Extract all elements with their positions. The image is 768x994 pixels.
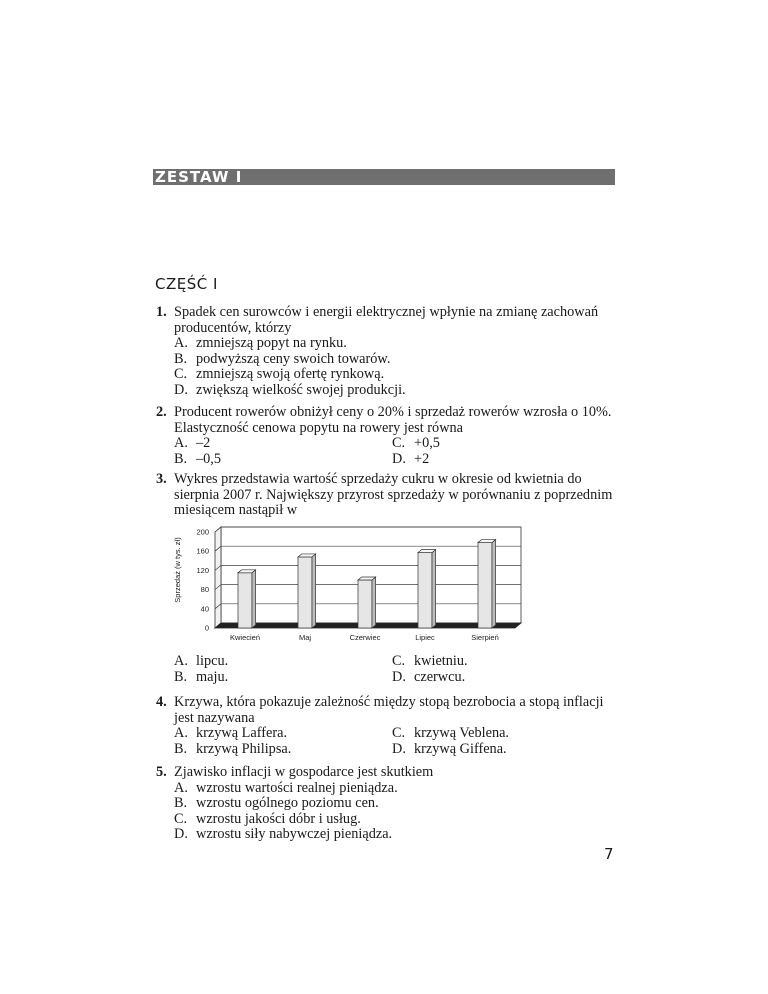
option-letter: D. — [174, 826, 188, 843]
option-text: kwietniu. — [414, 653, 468, 669]
bar-front — [478, 543, 492, 628]
question-number: 5. — [156, 764, 167, 780]
answer-option-b[interactable] — [156, 796, 616, 812]
section-banner: ZESTAW I — [153, 169, 615, 185]
option-text: –0,5 — [196, 450, 222, 467]
bar-top — [298, 554, 316, 557]
option-text: –2 — [196, 435, 211, 452]
y-axis-label: Sprzedaż (w tys. zł) — [173, 537, 182, 603]
y-tick-label: 80 — [200, 585, 209, 595]
bar-maj — [298, 554, 316, 628]
answer-option-a[interactable] — [156, 336, 616, 352]
option-letter: D. — [392, 668, 406, 685]
option-letter: B. — [174, 740, 188, 757]
question-3-options — [156, 654, 616, 685]
question-2 — [156, 405, 616, 467]
x-tick-label: Maj — [298, 633, 312, 642]
answer-option-a[interactable] — [174, 436, 210, 452]
bar-side — [432, 550, 436, 628]
bar-side — [372, 577, 376, 628]
y-tick-label: 200 — [196, 527, 209, 537]
option-letter: A. — [174, 653, 188, 669]
question-stem: Producent rowerów obniżył ceny o 20% i sprzedaż rowerów wzrosła o 10%. Elastyczność cenowa popytu na rowery jest równa — [174, 404, 612, 436]
question-stem: Wykres przedstawia wartość sprzedaży cukru w okresie od kwietnia do sierpnia 2007 r. Największy przyrost sprzedaży w porównaniu z poprzednim miesiącem nastąpił w — [174, 471, 613, 519]
option-letter: B. — [174, 350, 188, 367]
question-1 — [156, 305, 616, 399]
y-tick-label: 160 — [196, 546, 209, 556]
option-letter: A. — [174, 725, 188, 742]
option-text: czerwcu. — [414, 668, 466, 685]
option-letter: C. — [174, 810, 188, 827]
option-text: zmniejszą swoją ofertę rynkową. — [196, 366, 385, 383]
question-4 — [156, 695, 616, 757]
option-text: +2 — [414, 450, 430, 467]
answer-option-c[interactable] — [392, 726, 509, 742]
option-letter: B. — [174, 450, 188, 467]
option-text: lipcu. — [196, 653, 229, 669]
question-5 — [156, 765, 616, 843]
answer-option-c[interactable] — [156, 812, 616, 828]
option-letter: A. — [174, 435, 188, 452]
x-tick-label: Czerwiec — [349, 633, 381, 642]
bar-top — [358, 577, 376, 580]
question-number: 1. — [156, 304, 167, 320]
page-number: 7 — [604, 845, 614, 863]
option-text: krzywą Laffera. — [196, 725, 288, 742]
bar-kwiecień — [238, 570, 256, 628]
question-number: 4. — [156, 694, 167, 710]
option-text: krzywą Philipsa. — [196, 740, 292, 757]
x-tick-label: Kwiecień — [229, 633, 261, 642]
question-number: 2. — [156, 404, 167, 420]
answer-option-a[interactable] — [174, 654, 228, 670]
option-letter: C. — [174, 366, 188, 383]
bar-side — [492, 540, 496, 628]
option-text: wzrostu jakości dóbr i usług. — [196, 810, 361, 827]
option-letter: D. — [392, 740, 406, 757]
bar-sierpień — [478, 540, 496, 628]
option-text: wzrostu siły nabywczej pieniądza. — [196, 826, 393, 843]
bar-lipiec — [418, 550, 436, 628]
option-letter: B. — [174, 668, 188, 685]
option-text: maju. — [196, 668, 229, 685]
option-text: +0,5 — [414, 435, 440, 452]
bar-top — [238, 570, 256, 573]
question-3 — [156, 472, 616, 519]
y-tick-label: 120 — [196, 565, 209, 575]
question-stem: Spadek cen surowców i energii elektrycznej wpłynie na zmianę zachowań producentów, którzy — [174, 304, 599, 336]
option-text: wzrostu ogólnego poziomu cen. — [196, 795, 379, 812]
x-tick-label: Sierpień — [471, 633, 499, 642]
option-text: zwiększą wielkość swojej produkcji. — [196, 381, 406, 398]
answer-option-c[interactable] — [392, 436, 440, 452]
y-tick-label: 40 — [200, 604, 209, 614]
option-text: podwyższą ceny swoich towarów. — [196, 350, 391, 367]
bar-side — [252, 570, 256, 628]
option-text: krzywą Giffena. — [414, 740, 507, 757]
option-letter: C. — [392, 653, 406, 669]
bar-front — [358, 580, 372, 628]
bar-front — [418, 553, 432, 628]
question-stem: Zjawisko inflacji w gospodarce jest skutkiem — [174, 764, 434, 780]
option-letter: C. — [392, 435, 406, 452]
answer-option-b[interactable] — [174, 742, 291, 758]
bar-top — [418, 550, 436, 553]
bar-czerwiec — [358, 577, 376, 628]
x-tick-label: Lipiec — [415, 633, 435, 642]
question-number: 3. — [156, 471, 167, 487]
option-text: krzywą Veblena. — [414, 725, 510, 742]
option-letter: D. — [392, 450, 406, 467]
bar-front — [238, 573, 252, 628]
answer-option-b[interactable] — [174, 670, 228, 686]
bar-side — [312, 554, 316, 628]
answer-option-d[interactable] — [156, 383, 616, 399]
answer-option-d[interactable] — [392, 670, 465, 686]
answer-option-b[interactable] — [156, 352, 616, 368]
sales-bar-chart — [170, 520, 530, 648]
answer-option-c[interactable] — [392, 654, 468, 670]
answer-option-b[interactable] — [174, 452, 221, 468]
answer-option-d[interactable] — [392, 742, 507, 758]
y-tick-label: 0 — [204, 623, 209, 633]
option-letter: B. — [174, 795, 188, 812]
part-title: CZĘŚĆ I — [155, 275, 218, 293]
option-text: wzrostu wartości realnej pieniądza. — [196, 779, 398, 796]
answer-option-d[interactable] — [156, 827, 616, 843]
question-stem: Krzywa, która pokazuje zależność między stopą bezrobocia a stopą inflacji jest nazywana — [174, 694, 604, 726]
option-text: zmniejszą popyt na rynku. — [196, 335, 347, 352]
answer-option-d[interactable] — [392, 452, 429, 468]
bar-front — [298, 557, 312, 628]
option-letter: A. — [174, 779, 188, 796]
answer-option-a[interactable] — [156, 781, 616, 797]
option-letter: D. — [174, 381, 188, 398]
option-letter: A. — [174, 335, 188, 352]
bar-top — [478, 540, 496, 543]
chart-side-wall — [215, 527, 221, 628]
answer-option-c[interactable] — [156, 367, 616, 383]
option-letter: C. — [392, 725, 406, 742]
answer-option-a[interactable] — [174, 726, 287, 742]
